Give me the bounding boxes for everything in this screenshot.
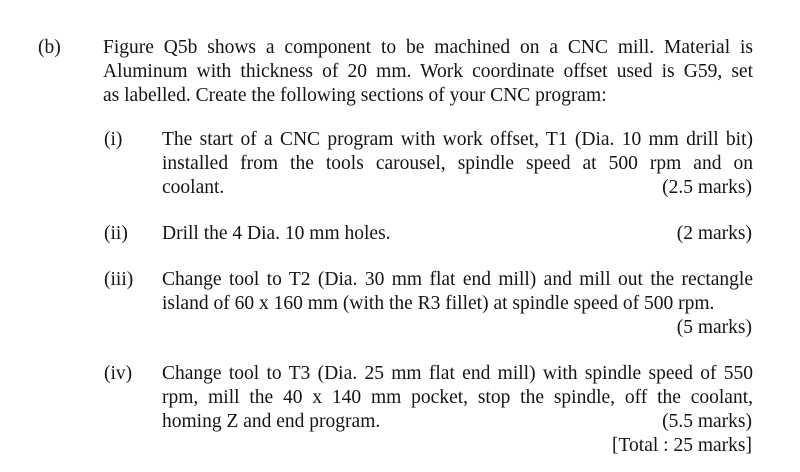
part-iii-line-1: Change tool to T2 (Dia. 30 mm flat end mill) and mill out the rectangle (162, 269, 753, 290)
question-line-3: as labelled. Create the following sections of your CNC program: (103, 85, 607, 106)
question-line-2: Aluminum with thickness of 20 mm. Work coordinate offset used is G59, set (103, 61, 753, 82)
part-iv-line-1: Change tool to T3 (Dia. 25 mm flat end mill) with spindle speed of 550 (162, 363, 753, 384)
part-iv-label: (iv) (104, 363, 133, 384)
part-ii-label: (ii) (104, 223, 128, 244)
part-i-line-1: The start of a CNC program with work offset, T1 (Dia. 10 mm drill bit) (162, 129, 753, 150)
part-ii-marks: (2 marks) (676, 223, 752, 244)
part-i-marks: (2.5 marks) (662, 177, 752, 198)
question-line-1: Figure Q5b shows a component to be machined on a CNC mill. Material is (103, 37, 753, 58)
part-iii-line-2: island of 60 x 160 mm (with the R3 fillet) at spindle speed of 500 rpm. (162, 293, 715, 314)
part-iii-label: (iii) (104, 269, 134, 290)
part-iv-line-3: homing Z and end program. (162, 411, 381, 432)
part-iv-line-2: rpm, mill the 40 x 140 mm pocket, stop the spindle, off the coolant, (162, 387, 753, 408)
part-iii-marks: (5 marks) (676, 317, 752, 338)
part-ii-line-1: Drill the 4 Dia. 10 mm holes. (162, 223, 391, 244)
question-label: (b) (38, 37, 61, 58)
part-iv-marks: (5.5 marks) (662, 411, 752, 432)
part-i-line-2: installed from the tools carousel, spindle speed at 500 rpm and on (162, 153, 753, 174)
total-marks: [Total : 25 marks] (612, 435, 752, 456)
part-i-label: (i) (104, 129, 123, 150)
part-i-line-3: coolant. (162, 177, 225, 198)
